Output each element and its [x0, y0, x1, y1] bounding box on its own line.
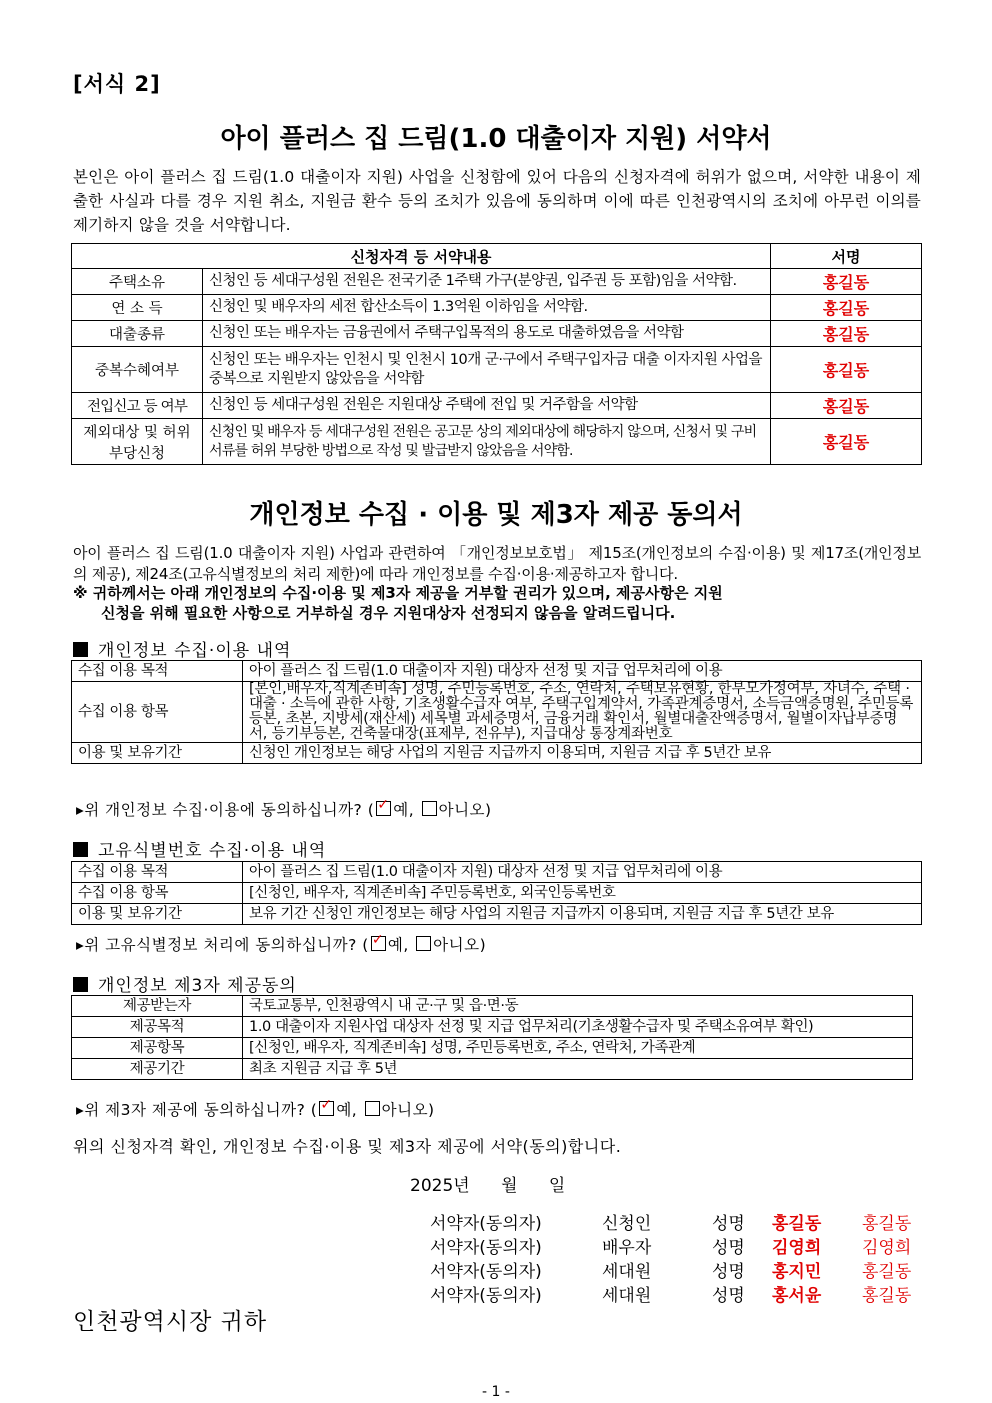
signer-relation: 세대원	[602, 1262, 652, 1282]
date-line[interactable]: 2025년 월 일	[410, 1176, 566, 1196]
third-party-key: 제공받는자	[72, 996, 243, 1017]
rights-notice-line: 신청을 위해 필요한 사항으로 거부하실 경우 지원대상자 선정되지 않음을 알려드립니다.	[101, 604, 676, 622]
oath-row-key: 주택소유	[72, 269, 203, 295]
signer-name[interactable]: 홍길동	[772, 1214, 822, 1234]
oath-row-key: 연 소 득	[72, 295, 203, 321]
question-text: ▸위 고유식별정보 처리에 동의하십니까? (	[76, 936, 369, 954]
signer-relation: 배우자	[602, 1238, 652, 1258]
oath-row-signature[interactable]: 홍길동	[771, 393, 922, 419]
signer-signature[interactable]: 홍길동	[862, 1262, 912, 1282]
section-heading-collection	[73, 636, 291, 661]
third-party-key: 제공항목	[72, 1038, 243, 1059]
oath-table-header-content: 신청자격 등 서약내용	[72, 244, 771, 269]
signer-signature[interactable]: 홍길동	[862, 1286, 912, 1306]
no-label: 아니오)	[381, 1101, 435, 1119]
signer-relation: 신청인	[602, 1214, 652, 1234]
name-label: 성명	[712, 1238, 745, 1258]
question-text: ▸위 제3자 제공에 동의하십니까? (	[76, 1101, 318, 1119]
signer-name[interactable]: 김영희	[772, 1238, 822, 1258]
rights-notice	[73, 583, 921, 623]
third-party-table	[71, 995, 913, 1080]
third-party-key: 제공목적	[72, 1017, 243, 1038]
section-heading-third-party	[73, 971, 297, 996]
conclusion-statement: 위의 신청자격 확인, 개인정보 수집·이용 및 제3자 제공에 서약(동의)합니다.	[73, 1137, 622, 1156]
collection-value: 신청인 개인정보는 해당 사업의 지원금 지급까지 이용되며, 지원금 지급 후 5년간 보유	[243, 743, 922, 764]
unique-id-key: 수집 이용 항목	[72, 883, 243, 904]
oath-row-signature[interactable]: 홍길동	[771, 269, 922, 295]
page-number: - 1 -	[482, 1384, 510, 1400]
section-title: 고유식별번호 수집·이용 내역	[98, 841, 327, 861]
oath-row-text: 신청인 또는 배우자는 금융권에서 주택구입목적의 용도로 대출하였음을 서약함	[203, 321, 771, 347]
collection-table	[71, 660, 922, 764]
third-party-key: 제공기간	[72, 1059, 243, 1080]
oath-row-key: 전입신고 등 여부	[72, 393, 203, 419]
yes-label: 예,	[393, 801, 420, 819]
no-checkbox[interactable]	[416, 936, 431, 951]
name-label: 성명	[712, 1214, 745, 1234]
no-checkbox[interactable]	[422, 801, 437, 816]
signer-signature[interactable]: 김영희	[862, 1238, 912, 1258]
yes-checkbox[interactable]	[371, 936, 386, 951]
collection-key: 수집 이용 항목	[72, 682, 243, 743]
question-text: ▸위 개인정보 수집·이용에 동의하십니까? (	[76, 801, 375, 819]
signer-role: 서약자(동의자)	[430, 1286, 542, 1306]
section-title: 개인정보 제3자 제공동의	[98, 976, 297, 996]
third-party-value: 1.0 대출이자 지원사업 대상자 선정 및 지급 업무처리(기초생활수급자 및 주택소유여부 확인)	[243, 1017, 913, 1038]
yes-label: 예,	[336, 1101, 363, 1119]
signer-role: 서약자(동의자)	[430, 1262, 542, 1282]
oath-row-text: 신청인 등 세대구성원 전원은 전국기준 1주택 가구(분양권, 입주권 등 포함)임을 서약함.	[203, 269, 771, 295]
oath-row-key: 대출종류	[72, 321, 203, 347]
section-title: 개인정보 수집·이용 내역	[98, 641, 292, 661]
third-party-value: 최초 지원금 지급 후 5년	[243, 1059, 913, 1080]
oath-intro: 본인은 아이 플러스 집 드림(1.0 대출이자 지원) 사업을 신청함에 있어 다음의 신청자격에 허위가 없으며, 서약한 내용이 제출한 사실과 다를 경우 지원 취소, 지원금 환수 등의 조치가 있음에 동의하며 이에 따른 인천광역시의 조치에 아무런 이의를 제기하지 않을 것을 서약합니다.	[73, 168, 921, 234]
third-party-value: 국토교통부, 인천광역시 내 군·구 및 읍·면·동	[243, 996, 913, 1017]
unique-id-value: 아이 플러스 집 드림(1.0 대출이자 지원) 대상자 선정 및 지급 업무처리에 이용	[243, 862, 922, 883]
signer-signature[interactable]: 홍길동	[862, 1214, 912, 1234]
unique-id-value: 보유 기간 신청인 개인정보는 해당 사업의 지원금 지급까지 이용되며, 지원금 지급 후 5년간 보유	[243, 904, 922, 925]
collection-key: 이용 및 보유기간	[72, 743, 243, 764]
collection-value: [본인,배우자,직계존비속] 성명, 주민등록번호, 주소, 연락처, 주택보유현황, 한부모가정여부, 자녀수, 주택 · 대출 · 소득에 관한 사항, 기초생활수급자 여부, 주택구입계약서, 가족관계증명서, 소득금액증명원, 주민등록등본, 초본, 지방세(재산세) 세목별 과세증명서, 금융거래 확인서, 월별대출잔액증명서, 월별이자납부증명서, 등기부등본, 건축물대장(표제부, 전유부), 지급대상 통장계좌번호	[243, 682, 922, 743]
oath-table-header-sign: 서명	[771, 244, 922, 269]
square-bullet-icon	[73, 977, 88, 992]
oath-row-signature[interactable]: 홍길동	[771, 419, 922, 465]
no-label: 아니오)	[433, 936, 487, 954]
oath-row-signature[interactable]: 홍길동	[771, 321, 922, 347]
collection-value: 아이 플러스 집 드림(1.0 대출이자 지원) 대상자 선정 및 지급 업무처리에 이용	[243, 661, 922, 682]
yes-label: 예,	[387, 936, 415, 954]
no-checkbox[interactable]	[365, 1101, 380, 1116]
square-bullet-icon	[73, 642, 88, 657]
consent-intro: 아이 플러스 집 드림(1.0 대출이자 지원) 사업과 관련하여 「개인정보보호법」 제15조(개인정보의 수집·이용) 및 제17조(개인정보의 제공), 제24조(고유식별정보의 처리 제한)에 따라 개인정보를 수집·이용·제공하고자 합니다.	[73, 544, 922, 583]
signer-name[interactable]: 홍서윤	[772, 1286, 822, 1306]
square-bullet-icon	[73, 842, 88, 857]
oath-row-signature[interactable]: 홍길동	[771, 347, 922, 393]
rights-notice-line: ※ 귀하께서는 아래 개인정보의 수집·이용 및 제3자 제공을 거부할 권리가 있으며, 제공사항은 지원	[73, 584, 723, 602]
oath-row-key: 제외대상 및 허위 부당신청	[72, 419, 203, 465]
consent-question-1	[76, 798, 492, 820]
unique-id-table	[71, 861, 922, 925]
oath-row-text: 신청인 등 세대구성원 전원은 지원대상 주택에 전입 및 거주함을 서약함	[203, 393, 771, 419]
oath-row-signature[interactable]: 홍길동	[771, 295, 922, 321]
unique-id-value: [신청인, 배우자, 직계존비속] 주민등록번호, 외국인등록번호	[243, 883, 922, 904]
yes-checkbox[interactable]	[319, 1101, 334, 1116]
collection-key: 수집 이용 목적	[72, 661, 243, 682]
oath-row-text: 신청인 또는 배우자는 인천시 및 인천시 10개 군·구에서 주택구입자금 대출 이자지원 사업을 중복으로 지원받지 않았음을 서약함	[203, 347, 771, 393]
oath-table	[71, 243, 922, 465]
consent-question-3	[76, 1098, 435, 1120]
consent-question-2	[76, 933, 486, 955]
consent-title: 개인정보 수집 · 이용 및 제3자 제공 동의서	[249, 500, 743, 530]
oath-row-text: 신청인 및 배우자의 세전 합산소득이 1.3억원 이하임을 서약함.	[203, 295, 771, 321]
oath-title: 아이 플러스 집 드림(1.0 대출이자 지원) 서약서	[220, 124, 772, 154]
signer-role: 서약자(동의자)	[430, 1238, 542, 1258]
unique-id-key: 이용 및 보유기간	[72, 904, 243, 925]
name-label: 성명	[712, 1262, 745, 1282]
oath-row-key: 중복수혜여부	[72, 347, 203, 393]
name-label: 성명	[712, 1286, 745, 1306]
signer-role: 서약자(동의자)	[430, 1214, 542, 1234]
unique-id-key: 수집 이용 목적	[72, 862, 243, 883]
no-label: 아니오)	[438, 801, 492, 819]
signer-relation: 세대원	[602, 1286, 652, 1306]
signer-name[interactable]: 홍지민	[772, 1262, 822, 1282]
form-number: [서식 2]	[73, 72, 161, 96]
yes-checkbox[interactable]	[376, 801, 391, 816]
oath-row-text: 신청인 및 배우자 등 세대구성원 전원은 공고문 상의 제외대상에 해당하지 않으며, 신청서 및 구비서류를 허위 부당한 방법으로 작성 및 발급받지 않았음을 서약함.	[203, 419, 771, 465]
third-party-value: [신청인, 배우자, 직계존비속] 성명, 주민등록번호, 주소, 연락처, 가족관계	[243, 1038, 913, 1059]
section-heading-unique-id	[73, 836, 326, 861]
addressee: 인천광역시장 귀하	[73, 1309, 268, 1335]
